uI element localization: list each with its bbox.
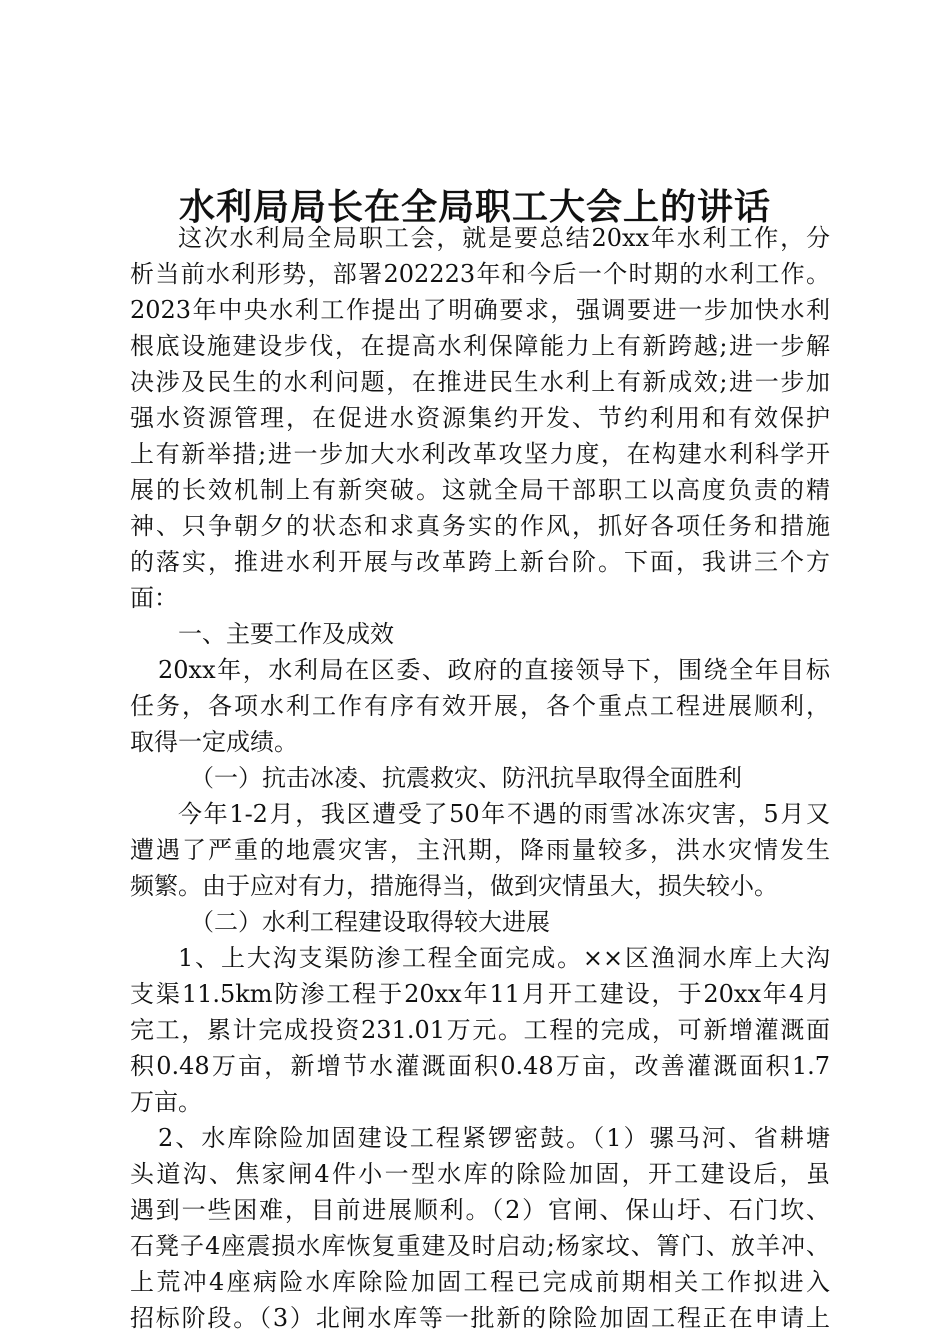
body-line: 2023年中央水利工作提出了明确要求，强调要进一步加快水利 (130, 296, 830, 324)
body-line: 取得一定成绩。 (130, 728, 298, 756)
body-line: 万亩。 (130, 1088, 202, 1116)
body-line: 今年1-2月，我区遭受了50年不遇的雨雪冰冻灾害，5月又 (178, 800, 830, 828)
body-line: 频繁。由于应对有力，措施得当，做到灾情虽大，损失较小。 (130, 872, 778, 900)
subsection-heading: （二）水利工程建设取得较大进展 (190, 908, 550, 936)
body-line: 根底设施建设步伐，在提高水利保障能力上有新跨越;进一步解 (130, 332, 830, 360)
body-line: 招标阶段。（3）北闸水库等一批新的除险加固工程正在申请上 (130, 1304, 830, 1332)
body-line: 支渠11.5km防渗工程于20xx年11月开工建设，于20xx年4月 (130, 980, 830, 1008)
body-line: 积0.48万亩，新增节水灌溉面积0.48万亩，改善灌溉面积1.7 (130, 1052, 830, 1080)
body-line: 2、水库除险加固建设工程紧锣密鼓。（1）骡马河、省耕塘 (158, 1124, 830, 1152)
body-line: 遇到一些困难，目前进展顺利。（2）官闸、保山圩、石门坎、 (130, 1196, 830, 1224)
body-line: 上有新举措;进一步加大水利改革攻坚力度，在构建水利科学开 (130, 440, 830, 468)
body-line: 遭遇了严重的地震灾害，主汛期，降雨量较多，洪水灾情发生 (130, 836, 830, 864)
body-line: 1、上大沟支渠防渗工程全面完成。××区渔洞水库上大沟 (178, 944, 830, 972)
body-line: 析当前水利形势，部署202223年和今后一个时期的水利工作。 (130, 260, 830, 288)
body-line: 石凳子4座震损水库恢复重建及时启动;杨家坟、箐门、放羊冲、 (130, 1232, 830, 1260)
body-line: 头道沟、焦家闸4件小一型水库的除险加固，开工建设后，虽 (130, 1160, 830, 1188)
body-line: 面： (130, 584, 178, 612)
subsection-heading: （一）抗击冰凌、抗震救灾、防汛抗旱取得全面胜利 (190, 764, 742, 792)
body-line: 这次水利局全局职工会，就是要总结20xx年水利工作，分 (178, 224, 830, 252)
body-line: 的落实，推进水利开展与改革跨上新台阶。下面，我讲三个方 (130, 548, 830, 576)
body-line: 展的长效机制上有新突破。这就全局干部职工以高度负责的精 (130, 476, 830, 504)
body-line: 完工，累计完成投资231.01万元。工程的完成，可新增灌溉面 (130, 1016, 830, 1044)
body-line: 上荒冲4座病险水库除险加固工程已完成前期相关工作拟进入 (130, 1268, 830, 1296)
body-line: 强水资源管理，在促进水资源集约开发、节约利用和有效保护 (130, 404, 830, 432)
document-title: 水利局局长在全局职工大会上的讲话 (178, 186, 771, 228)
body-line: 20xx年，水利局在区委、政府的直接领导下，围绕全年目标 (158, 656, 830, 684)
body-line: 决涉及民生的水利问题，在推进民生水利上有新成效;进一步加 (130, 368, 830, 396)
body-line: 任务，各项水利工作有序有效开展，各个重点工程进展顺利， (130, 692, 830, 720)
body-line: 神、只争朝夕的状态和求真务实的作风，抓好各项任务和措施 (130, 512, 830, 540)
section-heading: 一、主要工作及成效 (178, 620, 394, 648)
